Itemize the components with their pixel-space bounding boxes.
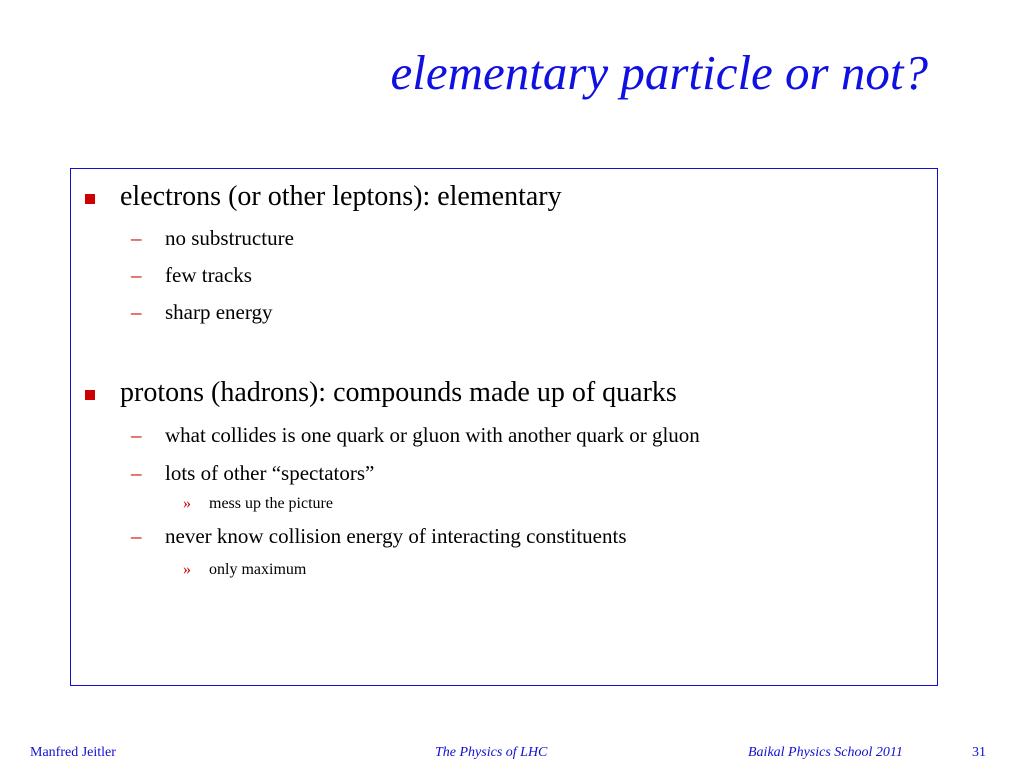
dash-bullet-icon: –	[131, 461, 142, 485]
dash-bullet-icon: –	[131, 226, 142, 250]
dash-bullet-icon: –	[131, 423, 142, 447]
square-bullet-icon	[85, 390, 95, 400]
dash-bullet-icon: –	[131, 300, 142, 324]
dash-bullet-icon: –	[131, 524, 142, 548]
footer-page-number: 31	[972, 745, 986, 760]
double-chevron-bullet-icon: »	[183, 495, 191, 512]
sub-bullet-text: never know collision energy of interacting constituents	[165, 524, 627, 548]
sub-sub-bullet-text: mess up the picture	[209, 495, 333, 512]
sub-bullet-text: no substructure	[165, 226, 294, 250]
double-chevron-bullet-icon: »	[183, 561, 191, 578]
sub-bullet-text: what collides is one quark or gluon with another quark or gluon	[165, 423, 700, 447]
square-bullet-icon	[85, 194, 95, 204]
sub-bullet-text: few tracks	[165, 263, 252, 287]
sub-bullet-text: sharp energy	[165, 300, 273, 324]
footer-lecture: The Physics of LHC	[435, 745, 548, 760]
bullet-text: electrons (or other leptons): elementary	[120, 181, 562, 212]
sub-bullet-text: lots of other “spectators”	[165, 461, 375, 485]
content-box	[70, 168, 938, 686]
footer-event: Baikal Physics School 2011	[748, 745, 903, 760]
bullet-text: protons (hadrons): compounds made up of quarks	[120, 377, 677, 408]
slide-title: elementary particle or not?	[390, 45, 928, 100]
dash-bullet-icon: –	[131, 263, 142, 287]
footer-author: Manfred Jeitler	[30, 745, 116, 760]
sub-sub-bullet-text: only maximum	[209, 561, 307, 578]
